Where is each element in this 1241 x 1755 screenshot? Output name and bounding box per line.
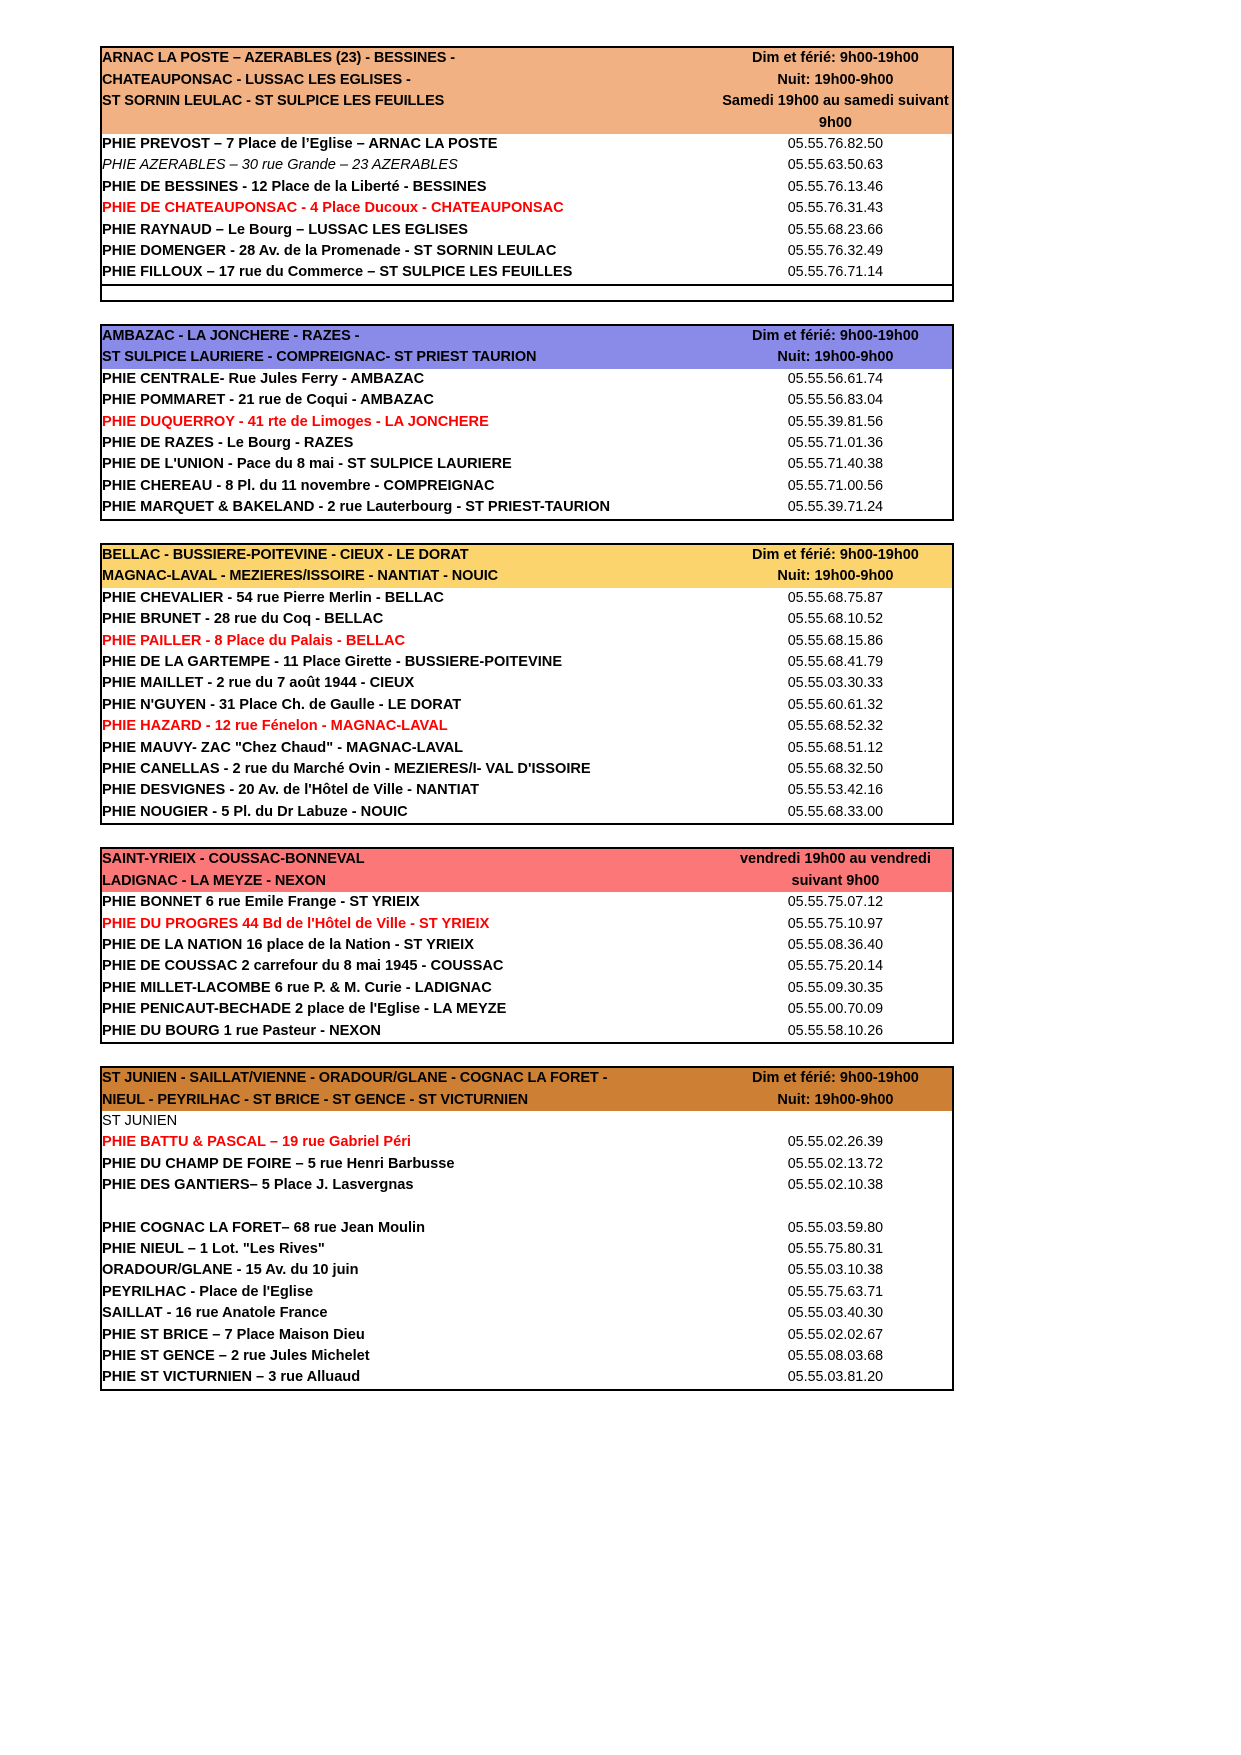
hours-line: Dim et férié: 9h00-19h00 [752, 327, 919, 344]
block-separator-bar [100, 286, 954, 302]
pharmacy-row [102, 390, 952, 411]
pharmacy-name: PHIE MAUVY- ZAC "Chez Chaud" - MAGNAC-LAVAL [102, 739, 464, 756]
pharmacy-phone: 05.55.03.30.33 [787, 675, 884, 692]
pharmacy-row [102, 1260, 952, 1281]
sector-names [102, 326, 719, 369]
pharmacy-name: SAILLAT - 16 rue Anatole France [102, 1305, 328, 1322]
pharmacy-row [102, 262, 952, 283]
pharmacy-phone: 05.55.71.40.38 [787, 456, 884, 473]
pharmacy-phone: 05.55.68.15.86 [787, 632, 884, 649]
pharmacy-phone: 05.55.39.71.24 [787, 499, 884, 516]
pharmacy-name: PHIE NIEUL – 1 Lot. "Les Rives" [102, 1241, 325, 1258]
pharmacy-row [102, 1111, 952, 1132]
pharmacy-row [102, 177, 952, 198]
pharmacy-phone: 05.55.08.36.40 [787, 936, 884, 953]
sector-line: ST JUNIEN - SAILLAT/VIENNE - ORADOUR/GLANE - COGNAC LA FORET - [102, 1070, 608, 1086]
pharmacy-row [102, 956, 952, 977]
pharmacy-phone: 05.55.75.20.14 [787, 958, 884, 975]
pharmacy-phone: 05.55.00.70.09 [787, 1001, 884, 1018]
pharmacy-row [102, 497, 952, 518]
block-bellac [100, 543, 954, 825]
pharmacy-row [102, 695, 952, 716]
pharmacy-phone: 05.55.08.03.68 [787, 1348, 884, 1365]
pharmacy-name: PHIE BATTU & PASCAL – 19 rue Gabriel Péri [102, 1134, 411, 1151]
pharmacy-row [102, 412, 952, 433]
pharmacy-phone: 05.55.09.30.35 [787, 979, 884, 996]
hours-line: suivant 9h00 [791, 872, 880, 889]
pharmacy-row [102, 1239, 952, 1260]
pharmacy-phone: 05.55.76.32.49 [787, 243, 884, 260]
pharmacy-phone [719, 1197, 952, 1218]
pharmacy-name: PHIE DU BOURG 1 rue Pasteur - NEXON [102, 1022, 381, 1039]
sector-hours [719, 48, 952, 134]
pharmacy-name: PHIE DU PROGRES 44 Bd de l'Hôtel de Ville - ST YRIEIX [102, 915, 490, 932]
hours-line: Dim et férié: 9h00-19h00 [752, 50, 919, 66]
pharmacy-name: PHIE MARQUET & BAKELAND - 2 rue Lauterbourg - ST PRIEST-TAURION [102, 499, 611, 516]
pharmacy-name: PHIE DOMENGER - 28 Av. de la Promenade - ST SORNIN LEULAC [102, 243, 557, 260]
pharmacy-name: PHIE ST GENCE – 2 rue Jules Michelet [102, 1348, 370, 1365]
pharmacy-phone: 05.55.75.80.31 [787, 1241, 884, 1258]
pharmacy-phone: 05.55.56.83.04 [787, 392, 884, 409]
pharmacy-row [102, 198, 952, 219]
pharmacy-row [102, 999, 952, 1020]
pharmacy-name: PHIE PENICAUT-BECHADE 2 place de l'Eglise - LA MEYZE [102, 1001, 507, 1018]
pharmacy-row [102, 134, 952, 155]
pharmacy-table [102, 48, 952, 284]
pharmacy-name: PHIE DUQUERROY - 41 rte de Limoges - LA JONCHERE [102, 413, 489, 430]
pharmacy-table [102, 849, 952, 1042]
pharmacy-row [102, 759, 952, 780]
pharmacy-name [102, 1197, 719, 1218]
pharmacy-phone: 05.55.68.33.00 [787, 803, 884, 820]
pharmacy-name: PHIE PAILLER - 8 Place du Palais - BELLAC [102, 632, 406, 649]
pharmacy-blocks-container [100, 46, 1141, 1391]
spacer-row [102, 1197, 952, 1218]
pharmacy-name: PHIE CHEVALIER - 54 rue Pierre Merlin - BELLAC [102, 589, 444, 606]
pharmacy-name: PHIE BONNET 6 rue Emile Frange - ST YRIEIX [102, 894, 420, 911]
sector-line: BELLAC - BUSSIERE-POITEVINE - CIEUX - LE DORAT [102, 546, 469, 563]
block-saint-yrieix [100, 847, 954, 1044]
sector-line: LADIGNAC - LA MEYZE - NEXON [102, 872, 326, 889]
pharmacy-name: PHIE DE CHATEAUPONSAC - 4 Place Ducoux - CHATEAUPONSAC [102, 200, 564, 217]
pharmacy-name: PHIE CHEREAU - 8 Pl. du 11 novembre - COMPREIGNAC [102, 477, 495, 494]
pharmacy-phone: 05.55.53.42.16 [787, 782, 884, 799]
pharmacy-phone: 05.55.76.31.43 [787, 200, 884, 217]
sector-line: CHATEAUPONSAC - LUSSAC LES EGLISES - [102, 71, 411, 88]
pharmacy-phone: 05.55.02.10.38 [787, 1177, 884, 1194]
pharmacy-table [102, 545, 952, 823]
pharmacy-phone: 05.55.68.75.87 [787, 589, 884, 606]
sector-line: NIEUL - PEYRILHAC - ST BRICE - ST GENCE - ST VICTURNIEN [102, 1091, 529, 1108]
pharmacy-row [102, 369, 952, 390]
sector-names [102, 849, 719, 892]
block-ambazac [100, 324, 954, 521]
pharmacy-name: PHIE N'GUYEN - 31 Place Ch. de Gaulle - LE DORAT [102, 696, 462, 713]
pharmacy-row [102, 780, 952, 801]
pharmacy-row [102, 935, 952, 956]
hours-line: Nuit: 19h00-9h00 [777, 1091, 894, 1108]
pharmacy-phone: 05.55.58.10.26 [787, 1022, 884, 1039]
pharmacy-phone: 05.55.75.63.71 [787, 1283, 884, 1300]
pharmacy-phone: 05.55.71.00.56 [787, 477, 884, 494]
pharmacy-name: PHIE POMMARET - 21 rue de Coqui - AMBAZAC [102, 392, 434, 409]
pharmacy-row [102, 1303, 952, 1324]
pharmacy-name: PHIE CENTRALE- Rue Jules Ferry - AMBAZAC [102, 370, 425, 387]
pharmacy-row [102, 1154, 952, 1175]
pharmacy-name: PHIE CANELLAS - 2 rue du Marché Ovin - MEZIERES/I- VAL D'ISSOIRE [102, 760, 591, 777]
pharmacy-name: ORADOUR/GLANE - 15 Av. du 10 juin [102, 1262, 359, 1279]
pharmacy-name: PHIE DE RAZES - Le Bourg - RAZES [102, 435, 354, 452]
sector-header-row [102, 48, 952, 134]
sector-line: MAGNAC-LAVAL - MEZIERES/ISSOIRE - NANTIAT - NOUIC [102, 568, 498, 585]
pharmacy-row [102, 652, 952, 673]
pharmacy-row [102, 1325, 952, 1346]
pharmacy-phone: 05.55.03.59.80 [787, 1219, 884, 1236]
pharmacy-name: PHIE DESVIGNES - 20 Av. de l'Hôtel de Ville - NANTIAT [102, 782, 480, 799]
pharmacy-name: PHIE AZERABLES – 30 rue Grande – 23 AZERABLES [102, 157, 458, 174]
pharmacy-phone: 05.55.39.81.56 [787, 413, 884, 430]
pharmacy-name: PHIE DE BESSINES - 12 Place de la Liberté - BESSINES [102, 178, 487, 195]
sector-header-row [102, 545, 952, 588]
sector-names [102, 1068, 719, 1111]
pharmacy-row [102, 220, 952, 241]
pharmacy-phone: 05.55.68.10.52 [787, 611, 884, 628]
pharmacy-table [102, 326, 952, 519]
pharmacy-name: PHIE FILLOUX – 17 rue du Commerce – ST SULPICE LES FEUILLES [102, 264, 573, 281]
hours-line: Nuit: 19h00-9h00 [777, 568, 894, 585]
pharmacy-phone [719, 1111, 952, 1132]
pharmacy-name: PHIE NOUGIER - 5 Pl. du Dr Labuze - NOUIC [102, 803, 408, 820]
sector-hours [719, 326, 952, 369]
pharmacy-row [102, 631, 952, 652]
pharmacy-table [102, 1068, 952, 1389]
pharmacy-phone: 05.55.75.07.12 [787, 894, 884, 911]
sector-header-row [102, 326, 952, 369]
sector-line: ARNAC LA POSTE – AZERABLES (23) - BESSINES - [102, 50, 456, 66]
pharmacy-phone: 05.55.02.13.72 [787, 1155, 884, 1172]
pharmacy-row [102, 588, 952, 609]
pharmacy-phone: 05.55.68.51.12 [787, 739, 884, 756]
pharmacy-phone: 05.55.68.52.32 [787, 718, 884, 735]
pharmacy-phone: 05.55.71.01.36 [787, 435, 884, 452]
pharmacy-name: PHIE COGNAC LA FORET– 68 rue Jean Moulin [102, 1219, 426, 1236]
hours-line: Samedi 19h00 au samedi suivant [722, 93, 949, 109]
pharmacy-name: PHIE DE L'UNION - Pace du 8 mai - ST SULPICE LAURIERE [102, 456, 512, 473]
pharmacy-name: PHIE BRUNET - 28 rue du Coq - BELLAC [102, 611, 384, 628]
sector-names [102, 48, 719, 134]
pharmacy-row [102, 1367, 952, 1388]
pharmacy-name: PHIE MILLET-LACOMBE 6 rue P. & M. Curie - LADIGNAC [102, 979, 492, 996]
sector-line: SAINT-YRIEIX - COUSSAC-BONNEVAL [102, 851, 365, 868]
pharmacy-name: PHIE ST VICTURNIEN – 3 rue Alluaud [102, 1369, 361, 1386]
hours-line: vendredi 19h00 au vendredi [739, 851, 931, 868]
sector-header-row [102, 849, 952, 892]
pharmacy-phone: 05.55.03.40.30 [787, 1305, 884, 1322]
pharmacy-phone: 05.55.03.10.38 [787, 1262, 884, 1279]
pharmacy-name: PHIE DE LA GARTEMPE - 11 Place Girette - BUSSIERE-POITEVINE [102, 653, 563, 670]
pharmacy-row [102, 716, 952, 737]
pharmacy-name: PHIE DE COUSSAC 2 carrefour du 8 mai 1945 - COUSSAC [102, 958, 504, 975]
pharmacy-name: ST JUNIEN [102, 1113, 178, 1129]
pharmacy-row [102, 892, 952, 913]
hours-line: Nuit: 19h00-9h00 [777, 71, 894, 88]
pharmacy-phone: 05.55.76.82.50 [787, 136, 884, 152]
pharmacy-row [102, 433, 952, 454]
pharmacy-phone: 05.55.76.71.14 [787, 264, 884, 281]
pharmacy-phone: 05.55.56.61.74 [787, 370, 884, 387]
pharmacy-name: PHIE MAILLET - 2 rue du 7 août 1944 - CIEUX [102, 675, 415, 692]
pharmacy-row [102, 476, 952, 497]
pharmacy-row [102, 1132, 952, 1153]
pharmacy-row [102, 1175, 952, 1196]
pharmacy-row [102, 155, 952, 176]
pharmacy-name: PHIE PREVOST – 7 Place de l’Eglise – ARNAC LA POSTE [102, 136, 498, 152]
hours-line: Dim et férié: 9h00-19h00 [752, 546, 919, 563]
pharmacy-row [102, 1282, 952, 1303]
pharmacy-row [102, 802, 952, 823]
sector-names [102, 545, 719, 588]
pharmacy-phone: 05.55.03.81.20 [787, 1369, 884, 1386]
pharmacy-name: PHIE RAYNAUD – Le Bourg – LUSSAC LES EGLISES [102, 221, 468, 238]
pharmacy-phone: 05.55.68.23.66 [787, 221, 884, 238]
pharmacy-phone: 05.55.76.13.46 [787, 178, 884, 195]
pharmacy-row [102, 914, 952, 935]
pharmacy-phone: 05.55.63.50.63 [787, 157, 884, 174]
pharmacy-name: PHIE DES GANTIERS– 5 Place J. Lasvergnas [102, 1177, 414, 1194]
pharmacy-row [102, 738, 952, 759]
pharmacy-row [102, 1021, 952, 1042]
pharmacy-row [102, 1346, 952, 1367]
hours-line: Dim et férié: 9h00-19h00 [752, 1070, 919, 1086]
pharmacy-name: PHIE DE LA NATION 16 place de la Nation - ST YRIEIX [102, 936, 474, 953]
sector-hours [719, 545, 952, 588]
pharmacy-row [102, 1218, 952, 1239]
pharmacy-name: PHIE ST BRICE – 7 Place Maison Dieu [102, 1326, 365, 1343]
pharmacy-phone: 05.55.75.10.97 [787, 915, 884, 932]
hours-line: 9h00 [818, 114, 852, 131]
pharmacy-name: PEYRILHAC - Place de l'Eglise [102, 1283, 314, 1300]
pharmacy-row [102, 673, 952, 694]
pharmacy-phone: 05.55.68.32.50 [787, 760, 884, 777]
pharmacy-row [102, 978, 952, 999]
pharmacy-name: PHIE HAZARD - 12 rue Fénelon - MAGNAC-LAVAL [102, 718, 448, 735]
pharmacy-name: PHIE DU CHAMP DE FOIRE – 5 rue Henri Barbusse [102, 1155, 455, 1172]
sector-header-row [102, 1068, 952, 1111]
pharmacy-row [102, 609, 952, 630]
pharmacy-phone: 05.55.02.02.67 [787, 1326, 884, 1343]
pharmacy-row [102, 241, 952, 262]
sector-hours [719, 1068, 952, 1111]
block-arnac-la-poste [100, 46, 954, 286]
pharmacy-phone: 05.55.02.26.39 [787, 1134, 884, 1151]
sector-line: ST SORNIN LEULAC - ST SULPICE LES FEUILLES [102, 93, 445, 109]
pharmacy-row [102, 454, 952, 475]
sector-hours [719, 849, 952, 892]
sector-line: AMBAZAC - LA JONCHERE - RAZES - [102, 327, 360, 344]
pharmacy-phone: 05.55.60.61.32 [787, 696, 884, 713]
hours-line: Nuit: 19h00-9h00 [777, 349, 894, 366]
pharmacy-phone: 05.55.68.41.79 [787, 653, 884, 670]
block-st-junien [100, 1066, 954, 1391]
sector-line: ST SULPICE LAURIERE - COMPREIGNAC- ST PRIEST TAURION [102, 349, 537, 366]
